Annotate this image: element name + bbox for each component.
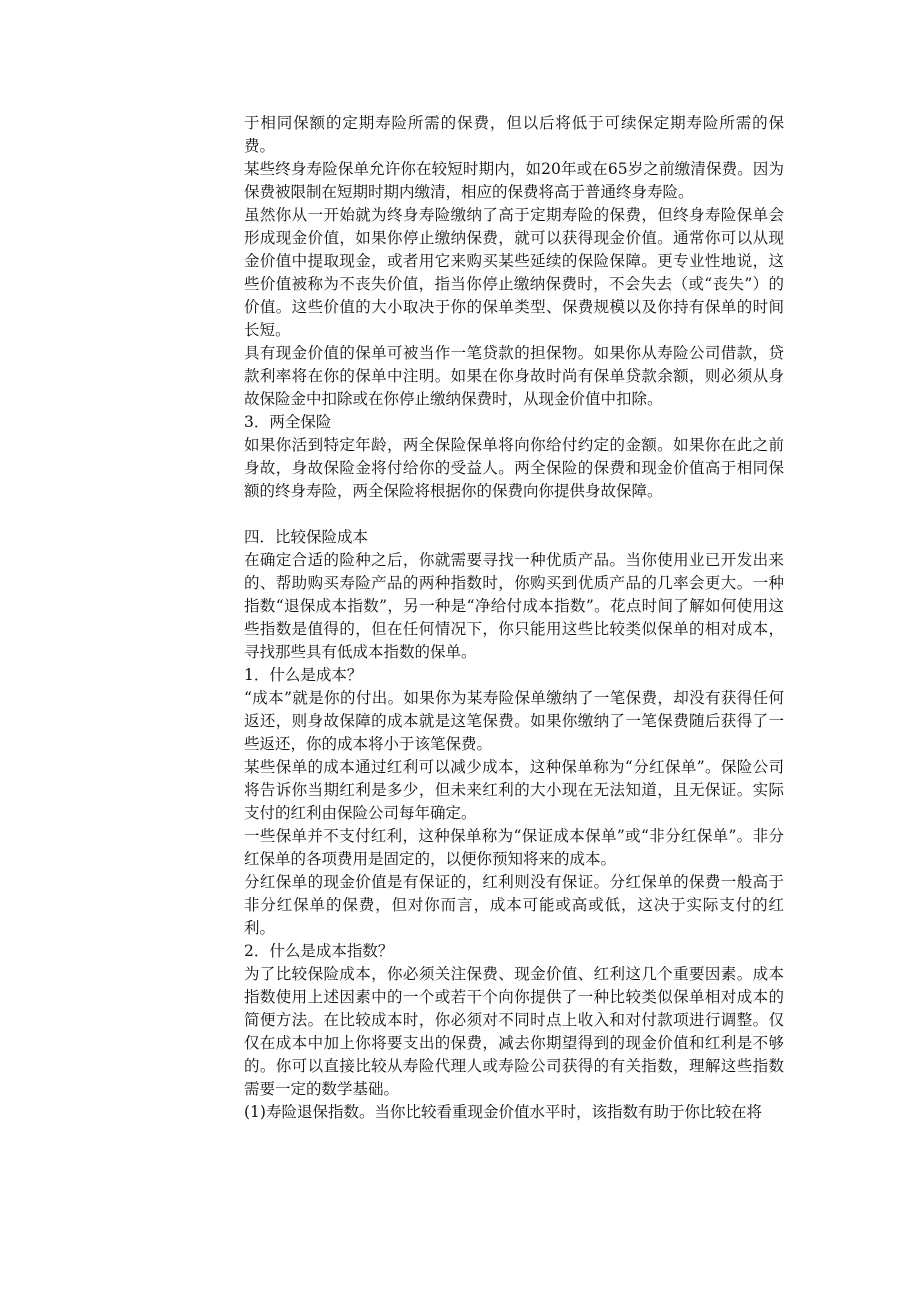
paragraph: 分红保单的现金价值是有保证的，红利则没有保证。分红保单的保费一般高于非分红保单的保费，但对你而言，成本可能或高或低，这决于实际支付的红利。 (244, 873, 784, 937)
document-body (244, 112, 784, 1124)
paragraph: 某些终身寿险保单允许你在较短时期内，如20年或在65岁之前缴清保费。因为保费被限制在短期时期内缴清，相应的保费将高于普通终身寿险。 (244, 160, 784, 201)
paragraph: 在确定合适的险种之后，你就需要寻找一种优质产品。当你使用业已开发出来的、帮助购买寿险产品的两种指数时，你购买到优质产品的几率会更大。一种指数“退保成本指数”，另一种是“净给付成本指数”。花点时间了解如何使用这些指数是值得的，但在任何情况下，你只能用这些比较类似保单的相对成本，寻找那些具有低成本指数的保单。 (244, 551, 784, 661)
paragraph: 一些保单并不支付红利，这种保单称为“保证成本保单”或“非分红保单”。非分红保单的各项费用是固定的，以便你预知将来的成本。 (244, 827, 784, 868)
paragraph: 为了比较保险成本，你必须关注保费、现金价值、红利这几个重要因素。成本指数使用上述因素中的一个或若干个向你提供了一种比较类似保单相对成本的简便方法。在比较成本时，你必须对不同时点上收入和对付款项进行调整。仅仅在成本中加上你将要支出的保费，减去你期望得到的现金价值和红利是不够的。你可以直接比较从寿险代理人或寿险公司获得的有关指数，理解这些指数需要一定的数学基础。 (244, 965, 784, 1098)
paragraph: 虽然你从一开始就为终身寿险缴纳了高于定期寿险的保费，但终身寿险保单会形成现金价值，如果你停止缴纳保费，就可以获得现金价值。通常你可以从现金价值中提取现金，或者用它来购买某些延续的保险保障。更专业性地说，这些价值被称为不丧失价值，指当你停止缴纳保费时，不会失去（或“丧失”）的价值。这些价值的大小取决于你的保单类型、保费规模以及你持有保单的时间长短。 (244, 206, 784, 339)
paragraph: 具有现金价值的保单可被当作一笔贷款的担保物。如果你从寿险公司借款，贷款利率将在你的保单中注明。如果在你身故时尚有保单贷款余额，则必须从身故保险金中扣除或在你停止缴纳保费时，从现金价值中扣除。 (244, 344, 784, 408)
section-heading: 四．比较保险成本 (244, 528, 369, 546)
paragraph: 于相同保额的定期寿险所需的保费，但以后将低于可续保定期寿险所需的保费。 (244, 114, 784, 155)
section-heading: 2．什么是成本指数？ (244, 942, 394, 960)
section-heading: 3．两全保险 (244, 413, 332, 431)
section-heading: 1．什么是成本？ (244, 666, 363, 684)
paragraph: (1)寿险退保指数。当你比较看重现金价值水平时，该指数有助于你比较在将 (244, 1103, 762, 1121)
blank-line (244, 503, 784, 526)
paragraph: 某些保单的成本通过红利可以减少成本，这种保单称为“分红保单”。保险公司将告诉你当期红利是多少，但未来红利的大小现在无法知道，且无保证。实际支付的红利由保险公司每年确定。 (244, 758, 784, 822)
paragraph: 如果你活到特定年龄，两全保险保单将向你给付约定的金额。如果你在此之前身故，身故保险金将付给你的受益人。两全保险的保费和现金价值高于相同保额的终身寿险，两全保险将根据你的保费向你提供身故保障。 (244, 436, 784, 500)
paragraph: “成本”就是你的付出。如果你为某寿险保单缴纳了一笔保费，却没有获得任何返还，则身故保障的成本就是这笔保费。如果你缴纳了一笔保费随后获得了一些返还，你的成本将小于该笔保费。 (244, 689, 784, 753)
